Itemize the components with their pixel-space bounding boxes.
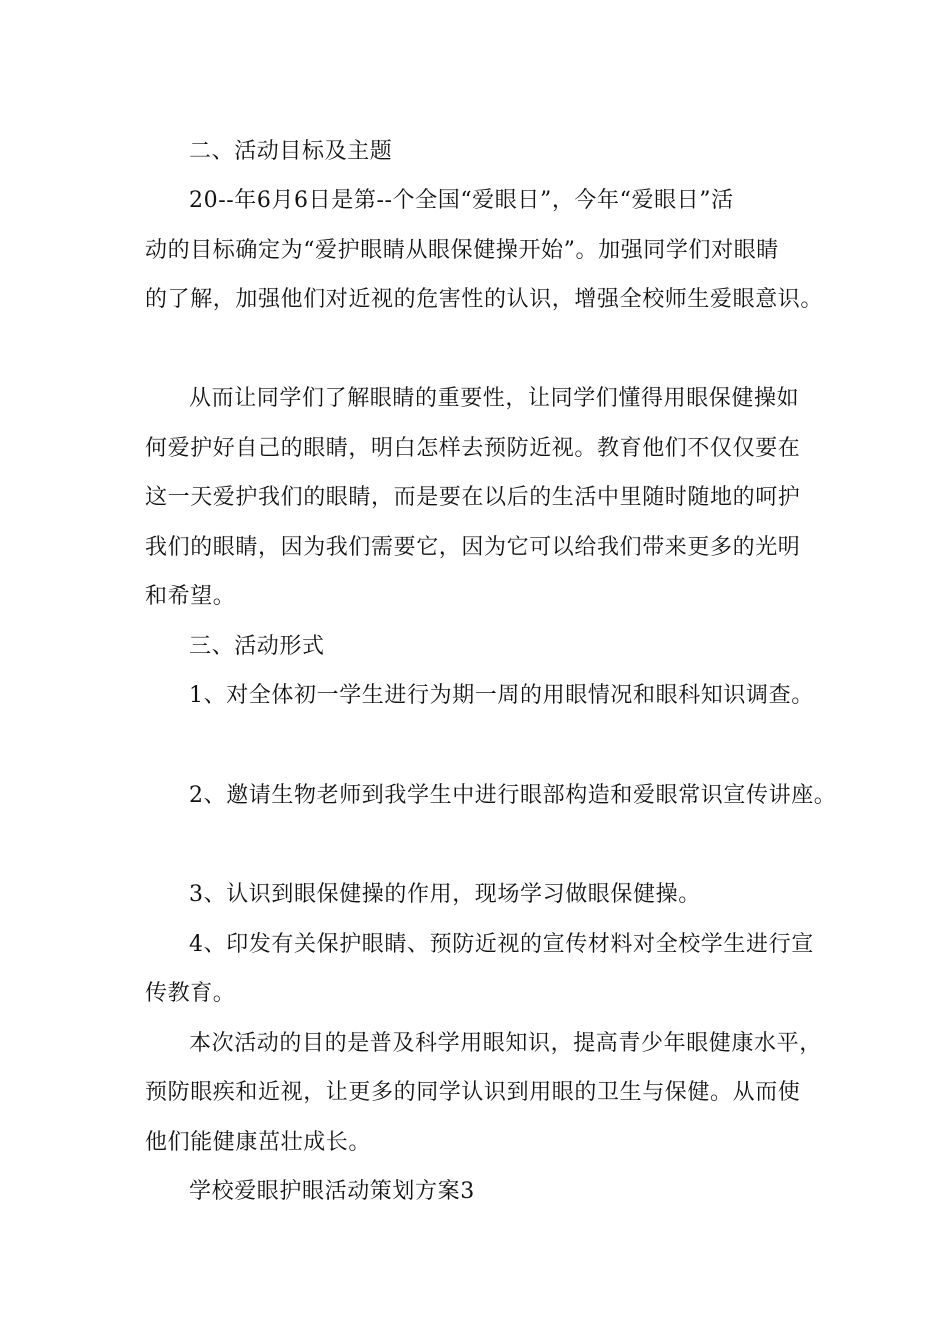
section-heading: 三、活动形式	[189, 634, 325, 659]
text-line: 20--年6月6日是第--个全国“爱眼日”，今年“爱眼日”活	[189, 188, 734, 213]
text-line: 传教育。	[145, 981, 236, 1006]
list-item: 1、对全体初一学生进行为期一周的用眼情况和眼科知识调查。	[189, 683, 814, 708]
text-line: 他们能健康茁壮成长。	[145, 1130, 372, 1155]
text-line: 的了解，加强他们对近视的危害性的认识，增强全校师生爱眼意识。	[145, 287, 824, 312]
text-line: 我们的眼睛，因为我们需要它，因为它可以给我们带来更多的光明	[145, 535, 801, 560]
text-line: 和希望。	[145, 584, 236, 609]
text-line: 动的目标确定为“爱护眼睛从眼保健操开始”。加强同学们对眼睛	[145, 238, 779, 263]
text-line: 从而让同学们了解眼睛的重要性，让同学们懂得用眼保健操如	[189, 386, 800, 411]
text-line: 预防眼疾和近视，让更多的同学认识到用眼的卫生与保健。从而使	[145, 1080, 801, 1105]
text-line: 何爱护好自己的眼睛，明白怎样去预防近视。教育他们不仅仅要在	[145, 436, 801, 461]
list-item: 4、印发有关保护眼睛、预防近视的宣传材料对全校学生进行宣	[189, 932, 814, 957]
text-line: 本次活动的目的是普及科学用眼知识，提高青少年眼健康水平，	[189, 1031, 822, 1056]
document-subtitle: 学校爱眼护眼活动策划方案3	[189, 1179, 475, 1204]
list-item: 3、认识到眼保健操的作用，现场学习做眼保健操。	[189, 882, 701, 907]
text-line: 这一天爱护我们的眼睛，而是要在以后的生活中里随时随地的呵护	[145, 485, 801, 510]
section-heading: 二、活动目标及主题	[189, 139, 393, 164]
list-item: 2、邀请生物老师到我学生中进行眼部构造和爱眼常识宣传讲座。	[189, 783, 837, 808]
